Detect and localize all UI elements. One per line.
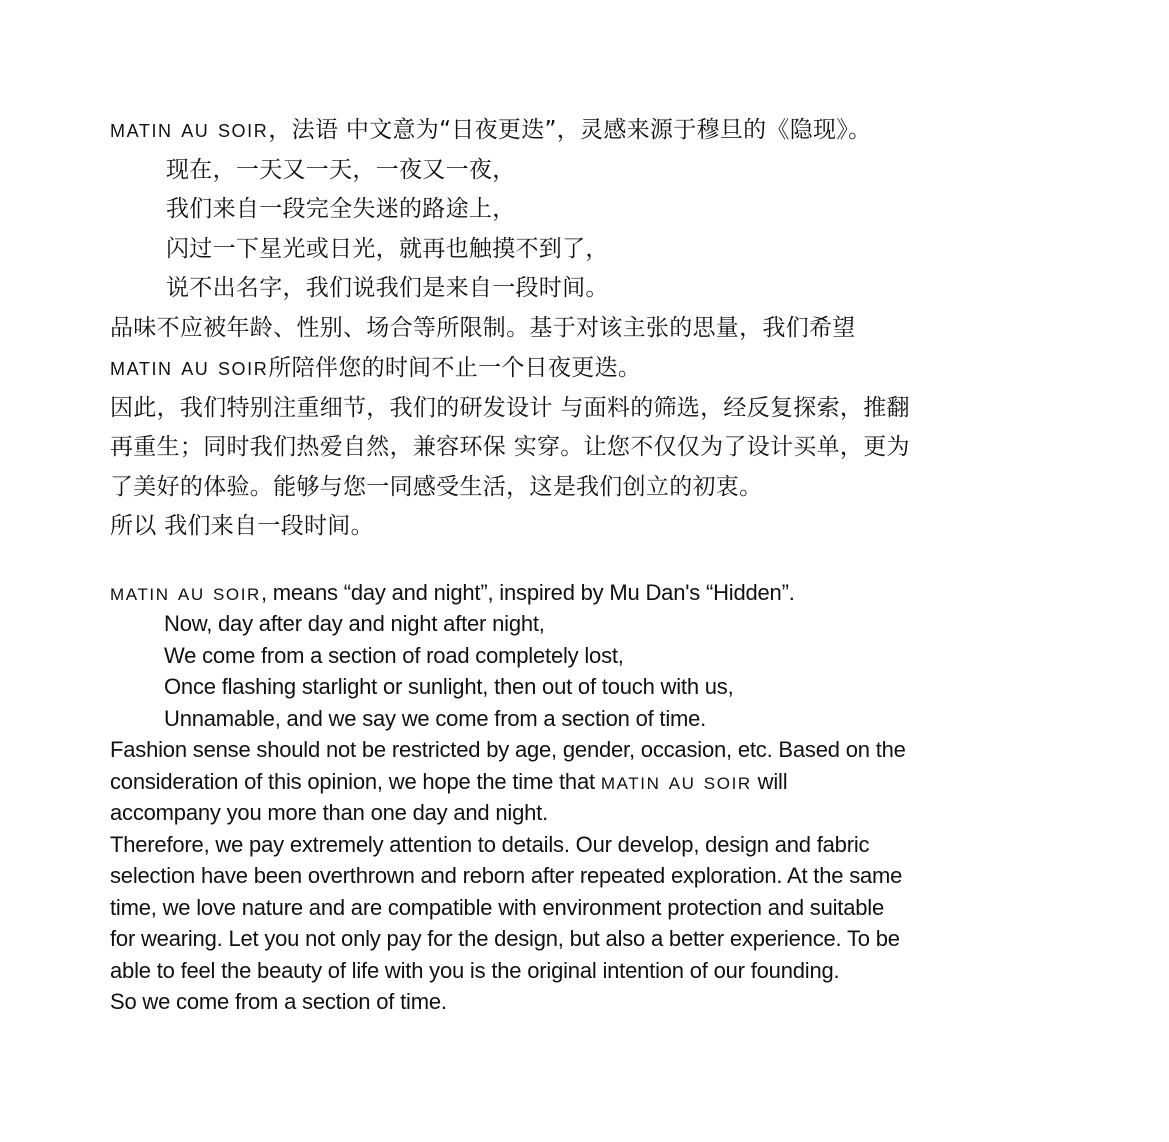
chinese-paragraph-1-line-2-text: 所陪伴您的时间不止一个日夜更迭。 [268,355,642,381]
brand-name: matin au soir [110,115,269,143]
chinese-section [110,110,1110,547]
chinese-paragraph-2-line-1: 因此，我们特别注重细节，我们的研发设计 与面料的筛选，经反复探索，推翻 [110,394,910,421]
english-paragraph-2-line-4: for wearing. Let you not only pay for the design, but also a better experience. To be [110,926,900,951]
english-paragraph-2-line-1: Therefore, we pay extremely attention to details. Our develop, design and fabric [110,831,870,857]
english-paragraph-2-line-5: able to feel the beauty of life with you is the original intention of our founding. [110,957,840,983]
chinese-paragraph-2-line-3: 了美好的体验。能够与您一同感受生活，这是我们创立的初衷。 [110,473,763,500]
brand-statement-document [110,110,1110,1018]
english-poem-line-1: Now, day after day and night after night, [164,611,545,636]
english-paragraph-1-line-2-after: will [751,768,788,794]
chinese-intro-text: ，法语 中文意为“日夜更迭”，灵感来源于穆旦的《隐现》。 [268,117,872,143]
chinese-poem-line-3: 闪过一下星光或日光，就再也触摸不到了， [166,235,609,262]
english-poem-line-2: We come from a section of road completely lost, [164,642,624,668]
chinese-poem-line-1: 现在，一天又一天，一夜又一夜， [166,156,516,183]
english-closing-line: So we come from a section of time. [110,989,447,1014]
chinese-paragraph-1-line-2 [110,348,1110,389]
english-intro-text: , means “day and night”, inspired by Mu Dan's “Hidden”. [260,579,795,605]
english-paragraph-2-line-3: time, we love nature and are compatible with environment protection and suitable [110,894,885,920]
chinese-intro-line [110,110,1110,151]
english-paragraph-1-line-3: accompany you more than one day and night. [110,800,549,825]
chinese-poem-line-2: 我们来自一段完全失迷的路途上， [166,196,516,222]
brand-name: matin au soir [110,578,261,606]
english-paragraph-1-line-2 [110,766,1110,798]
chinese-closing-line: 所以 我们来自一段时间。 [110,513,374,539]
chinese-paragraph-2-line-2: 再重生；同时我们热爱自然，兼容环保 实穿。让您不仅仅为了设计买单，更为 [110,434,910,460]
chinese-poem-line-4: 说不出名字，我们说我们是来自一段时间。 [166,275,609,301]
chinese-paragraph-1-line-1: 品味不应被年龄、性别、场合等所限制。基于对该主张的思量，我们希望 [110,314,856,341]
english-paragraph-2-line-2: selection have been overthrown and reborn after repeated exploration. At the same [110,863,903,888]
english-poem-line-3: Once flashing starlight or sunlight, then out of touch with us, [164,674,734,699]
english-section [110,577,1110,1018]
english-paragraph-1-line-1: Fashion sense should not be restricted by age, gender, occasion, etc. Based on the [110,737,906,762]
english-intro-line [110,577,1110,609]
brand-name: matin au soir [600,767,752,795]
english-paragraph-1-line-2-before: consideration of this opinion, we hope the time that [110,768,601,794]
brand-name: matin au soir [110,353,269,381]
english-poem-line-4: Unnamable, and we say we come from a section of time. [164,705,707,731]
